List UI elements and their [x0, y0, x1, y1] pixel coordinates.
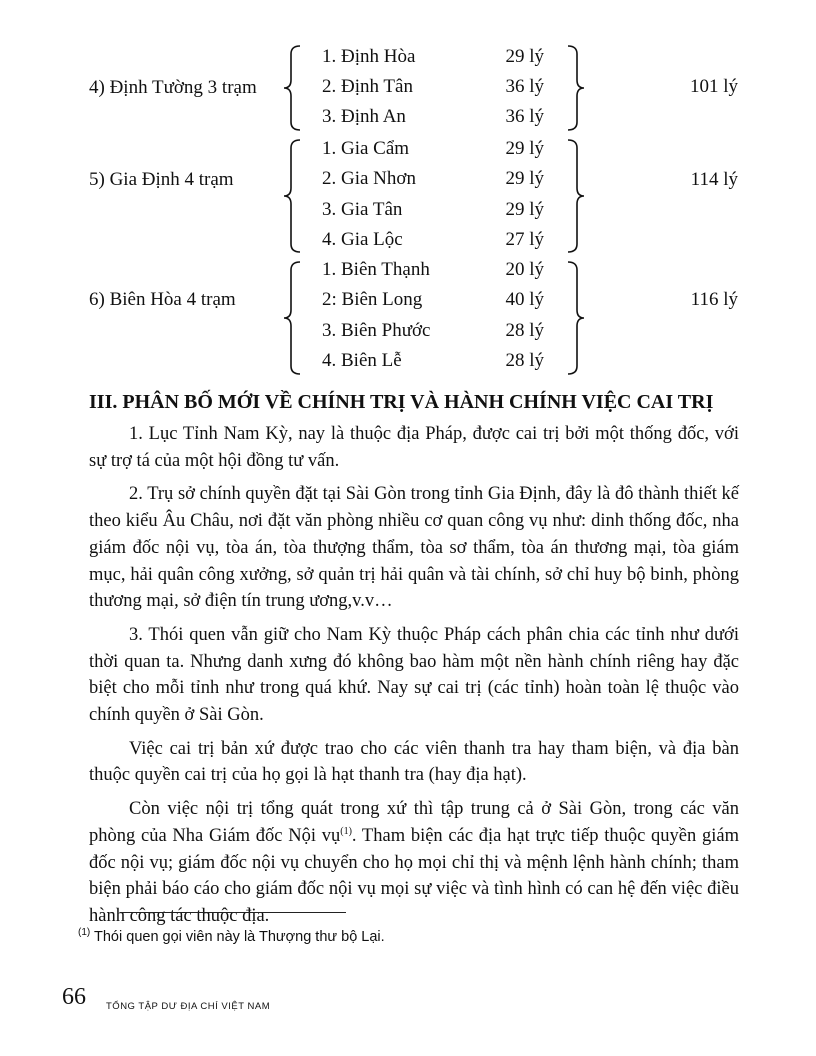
station-distance: 29 lý: [505, 46, 544, 67]
footnote-text: Thói quen gọi viên này là Thượng thư bộ Lại.: [94, 929, 385, 945]
station-name: 1. Định Hòa: [322, 46, 416, 67]
group-label: 6) Biên Hòa 4 trạm: [89, 289, 236, 310]
station-name: 4. Gia Lộc: [322, 229, 403, 250]
footnote-divider: [120, 912, 346, 913]
group-total: 116 lý: [690, 289, 738, 310]
station-row: [0, 138, 816, 168]
station-distance: 40 lý: [505, 289, 544, 310]
group-label: 5) Gia Định 4 trạm: [89, 169, 234, 190]
station-row: [0, 106, 816, 136]
station-name: 2. Định Tân: [322, 76, 413, 97]
station-distance: 36 lý: [505, 76, 544, 97]
station-distance: 29 lý: [505, 168, 544, 189]
paragraph-text: Còn việc nội trị tổng quát trong xứ thì tập trung cả ở Sài Gòn, trong các văn phòng của Nha Giám đốc Nội vụ: [89, 799, 739, 846]
station-distance: 27 lý: [505, 229, 544, 250]
station-row: [0, 199, 816, 229]
right-brace-icon: [562, 138, 586, 254]
station-name: 2: Biên Long: [322, 289, 423, 310]
group-total: 114 lý: [690, 169, 738, 190]
footnote-reference: (1): [340, 825, 352, 837]
station-distance: 28 lý: [505, 320, 544, 341]
page-number: 66: [62, 984, 86, 1010]
station-name: 3. Biên Phước: [322, 320, 431, 341]
station-row: [0, 259, 816, 289]
station-group: [0, 256, 816, 380]
station-name: 1. Biên Thạnh: [322, 259, 430, 280]
station-name: 4. Biên Lễ: [322, 350, 402, 371]
station-row: [0, 46, 816, 76]
paragraph: 2. Trụ sở chính quyền đặt tại Sài Gòn trong tỉnh Gia Định, đây là đô thành thiết kế theo kiểu Âu Châu, nơi đặt văn phòng nhiều cơ quan công vụ như: dinh thống đốc, nha giám đốc nội vụ, tòa án, tòa thượng thẩm, tòa sơ thẩm, tòa án thương mại, tòa giám mục, hải quân công xưởng, sở quản trị hải quân và tài chính, sở chỉ huy bộ binh, phòng thương mại, sở điện tín trung ương,v.v…: [89, 484, 739, 612]
station-distance: 36 lý: [505, 106, 544, 127]
station-distance: 29 lý: [505, 138, 544, 159]
station-distance: 29 lý: [505, 199, 544, 220]
right-brace-icon: [562, 44, 586, 132]
footnote: [78, 928, 738, 946]
paragraph: 3. Thói quen vẫn giữ cho Nam Kỳ thuộc Pháp cách phân chia các tỉnh như dưới thời quan ta. Nhưng danh xưng đó không bao hàm một nền hành chính riêng hay đặc biệt cho mỗi tỉnh như trong quá khứ. Nay sự cai trị (các tỉnh) hoàn toàn lệ thuộc vào chính quyền ở Sài Gòn.: [89, 624, 739, 726]
paragraph: Việc cai trị bản xứ được trao cho các viên thanh tra hay tham biện, và địa bàn thuộc quyền cai trị của họ gọi là hạt thanh tra (hay địa hạt).: [89, 738, 739, 786]
paragraph: 1. Lục Tỉnh Nam Kỳ, nay là thuộc địa Pháp, được cai trị bởi một thống đốc, với sự trợ tá của một hội đồng tư vấn.: [89, 424, 739, 471]
paragraph-text: . Tham biện các địa hạt trực tiếp thuộc quyền giám đốc nội vụ; giám đốc nội vụ chuyển cho họ mọi chỉ thị và mệnh lệnh hành chính; tham biện phải báo cáo cho giám đốc nội vụ mọi sự việc và tình hình có can hệ đến việc điều hành công tác thuộc địa.: [89, 825, 739, 926]
station-group: [0, 134, 816, 256]
station-distance: 28 lý: [505, 350, 544, 371]
group-label: 4) Định Tường 3 trạm: [89, 77, 257, 98]
station-name: 3. Định An: [322, 106, 406, 127]
running-footer-title: TỔNG TẬP DƯ ĐỊA CHÍ VIỆT NAM: [106, 1001, 271, 1012]
right-brace-icon: [562, 260, 586, 376]
footnote-marker: (1): [78, 927, 91, 939]
station-distance: 20 lý: [505, 259, 544, 280]
station-row: [0, 229, 816, 259]
station-group: [0, 42, 816, 134]
station-name: 1. Gia Cẩm: [322, 138, 410, 159]
station-row: [0, 320, 816, 350]
section-body: [89, 421, 739, 937]
station-name: 2. Gia Nhơn: [322, 168, 416, 189]
group-total: 101 lý: [689, 76, 738, 97]
section-heading: III. PHÂN BỐ MỚI VỀ CHÍNH TRỊ VÀ HÀNH CHÍNH VIỆC CAI TRỊ: [89, 391, 714, 413]
paragraph: [89, 796, 739, 930]
station-name: 3. Gia Tân: [322, 199, 403, 220]
station-row: [0, 350, 816, 380]
